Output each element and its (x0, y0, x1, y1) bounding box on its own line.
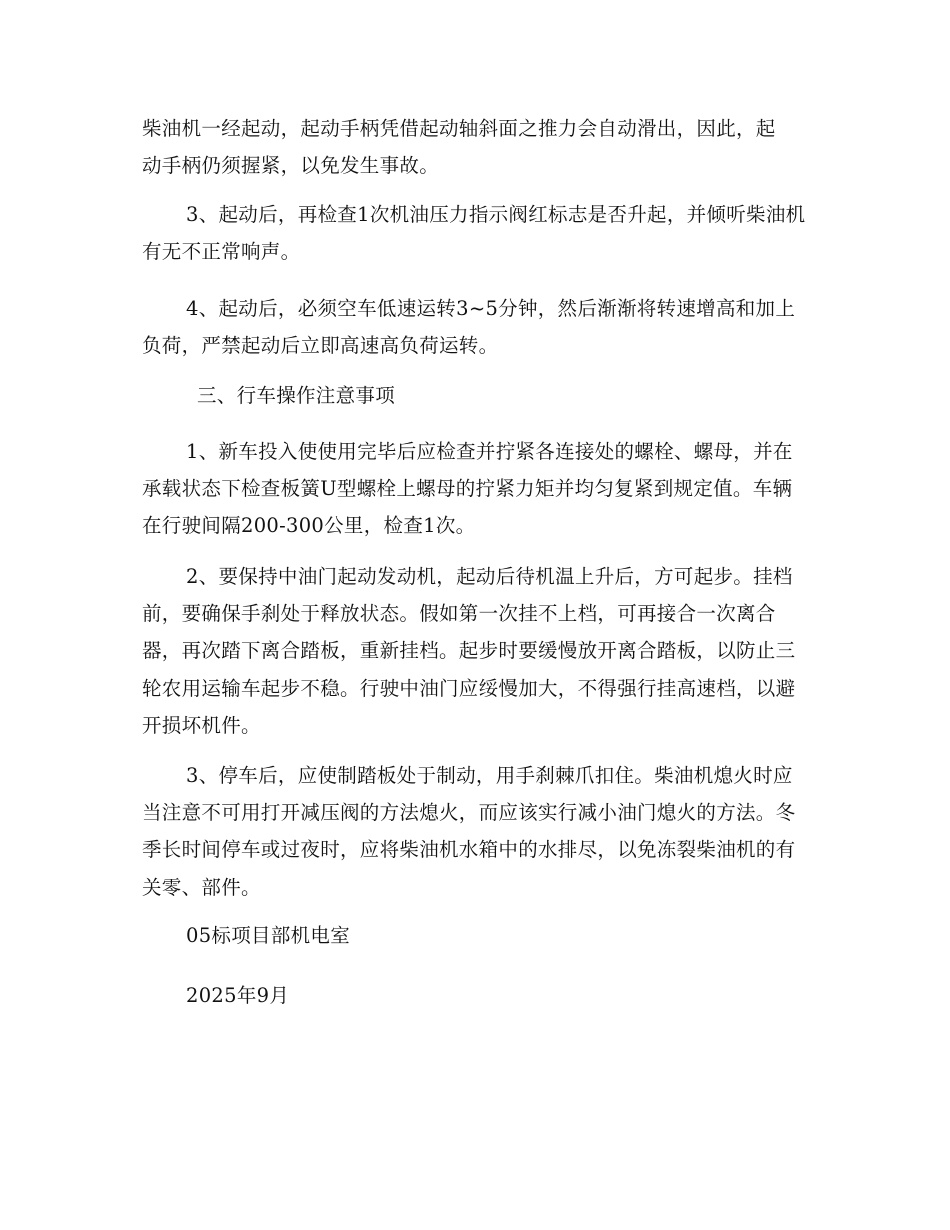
paragraph-driving-2-start-shift: 2、要保持中油门起动发动机，起动后待机温上升后，方可起步。挂档前，要确保手刹处于释放状态。假如第一次挂不上档，可再接合一次离合器，再次踏下离合踏板，重新挂档。起步时要缓慢放开离合踏板，以防止三轮农用运输车起步不稳。行驶中油门应绥慢加大，不得强行挂高速档，以避开损坏机件。 (142, 565, 796, 737)
paragraph-step-4-idle-run: 4、起动后，必须空车低速运转3~5分钟，然后渐渐将转速增高和加上负荷，严禁起动后立即高速高负荷运转。 (142, 297, 796, 358)
paragraph-startup-handle: 柴油机一经起动，起动手柄凭借起动轴斜面之推力会自动滑出，因此，起动手柄仍须握紧，以免发生事故。 (142, 117, 776, 178)
paragraph-step-3-oil-pressure: 3、起动后，再检查1次机油压力指示阀红标志是否升起，并倾听柴油机有无不正常响声。 (142, 203, 806, 264)
section-heading-driving-notes: 三、行车操作注意事项 (197, 384, 396, 407)
paragraph-driving-1-bolts: 1、新车投入使使用完毕后应检查并拧紧各连接处的螺栓、螺母，并在承载状态下检查板簧U型螺栓上螺母的拧紧力矩并均匀复紧到规定值。车辆在行驶间隔200-300公里，检查1次。 (142, 440, 793, 538)
paragraph-driving-3-parking: 3、停车后，应使制踏板处于制动，用手刹棘爪扣住。柴油机熄火时应当注意不可用打开减压阀的方法熄火，而应该实行减小油门熄火的方法。冬季长时间停车或过夜时，应将柴油机水箱中的水排尽，以免冻裂柴油机的有关零、部件。 (142, 764, 796, 899)
signature-department: 05标项目部机电室 (186, 924, 351, 947)
signature-date: 2025年9月 (186, 984, 290, 1007)
